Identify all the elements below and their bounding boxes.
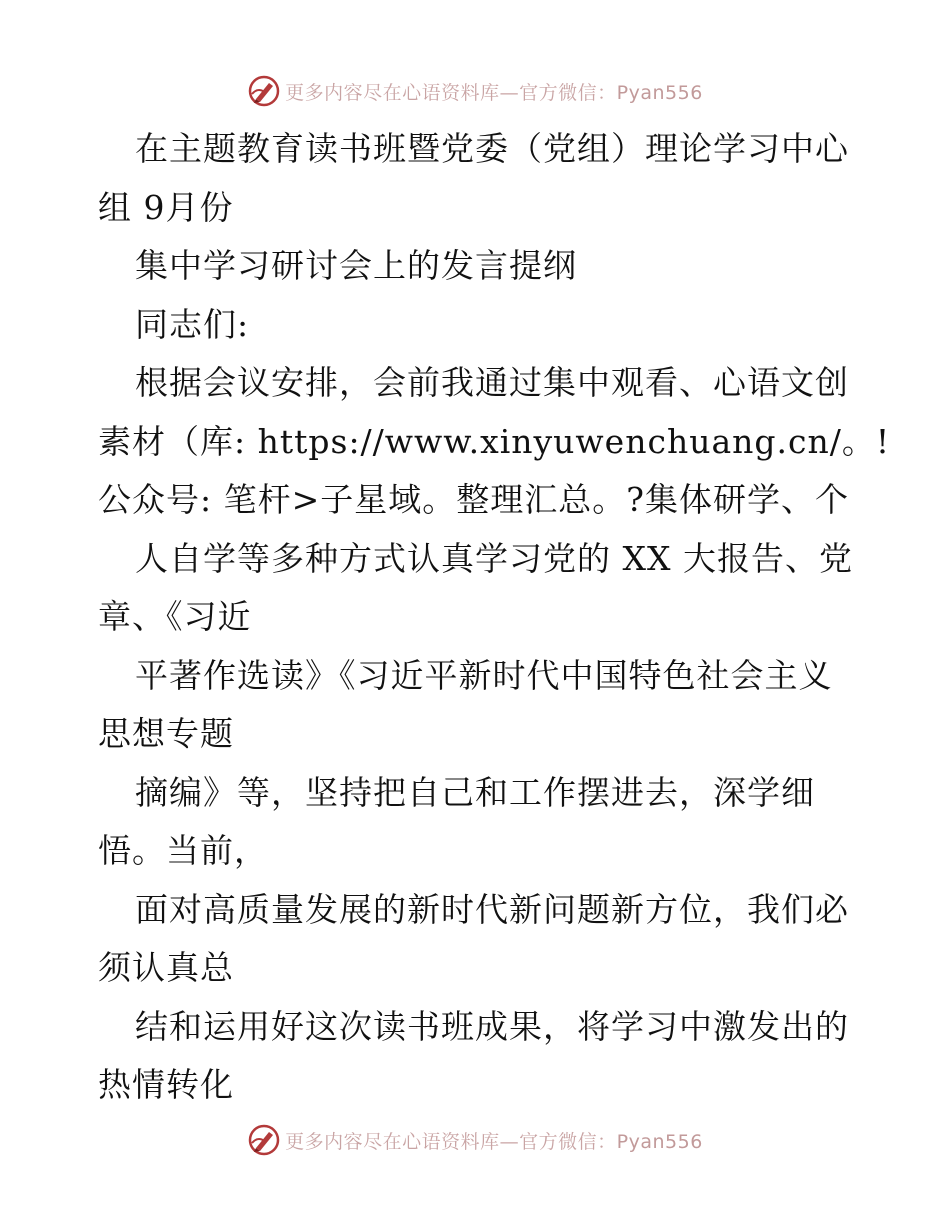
text-line: 章、《习近 [98,597,252,636]
text-line: 同志们: [135,304,250,344]
text-line: 在主题教育读书班暨党委（党组）理论学习中心 [135,129,849,168]
text-line: 摘编》等，坚持把自己和工作摆进去，深学细 [135,772,815,812]
header-banner [0,71,950,111]
text-line: 公众号: 笔杆>子星域。整理汇总。?集体研学、个 [98,480,849,519]
text-line: 素材（库: https://www.xinyuwenchuang.cn/。! [98,421,891,461]
text-line: 平著作选读》《习近平新时代中国特色社会主义 [135,655,833,695]
banner-text: 更多内容尽在心语资料库—官方微信：Pyan556 [285,81,703,104]
pen-logo-icon [247,74,281,108]
text-line: 面对高质量发展的新时代新问题新方位，我们必 [135,889,849,929]
text-line: 悟。当前， [98,831,268,870]
text-line: 根据会议安排，会前我通过集中观看、心语文创 [135,363,849,402]
wechat-id: Pyan556 [616,1130,703,1153]
text-line: 人自学等多种方式认真学习党的 XX 大报告、党 [135,538,853,578]
text-line: 组 9月份 [98,187,234,227]
pen-logo-icon [247,1123,281,1157]
text-line: 集中学习研讨会上的发言提纲 [135,246,577,285]
text-line: 热情转化 [98,1065,234,1104]
text-line: 结和运用好这次读书班成果，将学习中激发出的 [135,1006,849,1046]
document-body [98,120,891,1115]
text-line: 思想专题 [98,714,234,753]
banner-text: 更多内容尽在心语资料库—官方微信：Pyan556 [285,1130,703,1153]
text-line: 须认真总 [98,948,234,987]
wechat-id: Pyan556 [616,81,703,104]
footer-banner [0,1120,950,1160]
